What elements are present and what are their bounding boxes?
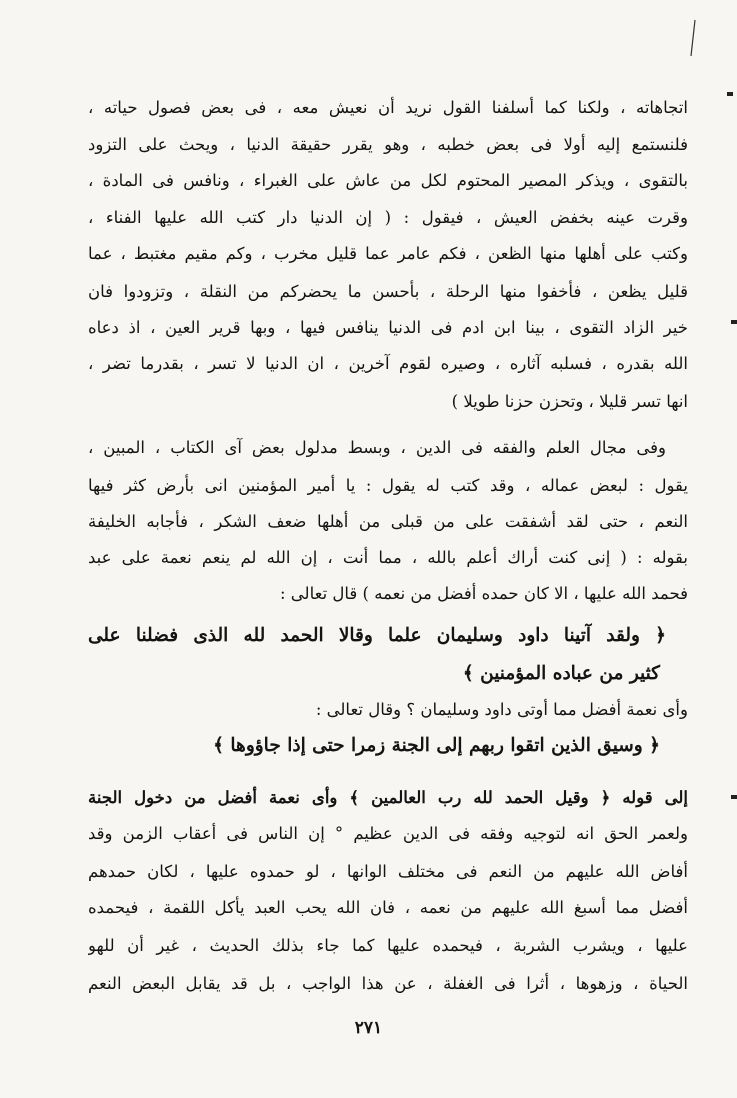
- text-line: فلنستمع إليه أولا فى بعض خطبه ، وهو يقرر حقيقة الدنيا ، ويحث على التزود: [88, 135, 688, 154]
- text-line: وقرت عينه بخفض العيش ، فيقول : ( إن الدنيا دار كتب الله عليها الفناء ،: [88, 208, 688, 227]
- text-line: الحياة ، وزهوها ، أثرا فى الغفلة ، عن هذا الواجب ، بل قد يقابل البعض النعم: [88, 974, 688, 993]
- text-line: عليها ، ويشرب الشربة ، فيحمده عليها كما جاء بذلك الحديث ، غير أن للهو: [88, 936, 688, 955]
- text-line: وكتب على أهلها منها الظعن ، فكم عامر عما قليل مخرب ، وكم مقيم مغتبط ، عما: [88, 244, 688, 263]
- margin-tick: [727, 92, 733, 96]
- text-line: اتجاهاته ، ولكنا كما أسلفنا القول نريد أن نعيش معه ، فى بعض فصول حياته ،: [88, 98, 688, 117]
- text-line: وفى مجال العلم والفقه فى الدين ، وبسط مدلول بعض آى الكتاب ، المبين ،: [88, 438, 666, 457]
- text-line: وأى نعمة أفضل مما أوتى داود وسليمان ؟ وقال تعالى :: [315, 700, 688, 719]
- quran-verse: ﴿ ولقد آتينا داود وسليمان علما وقالا الحمد لله الذى فضلنا على: [88, 625, 666, 646]
- text-line: خير الزاد التقوى ، بينا ابن ادم فى الدنيا ينافس فيها ، وبها قرير العين ، اذ دعاه: [88, 318, 688, 337]
- text-line: أفاض الله عليهم من النعم فى مختلف الوانها ، لو حمدوه عليها ، لكان حمدهم: [88, 862, 688, 881]
- margin-tick: [731, 795, 737, 799]
- quran-verse: كثير من عباده المؤمنين ﴾: [462, 663, 660, 684]
- quran-verse: ﴿ وسيق الذين اتقوا ربهم إلى الجنة زمرا حتى إذا جاؤوها ﴾: [213, 735, 660, 756]
- text-line: بالتقوى ، ويذكر المصير المحتوم لكل من عاش على الغبراء ، ونافس فى المادة ،: [88, 171, 688, 190]
- text-line: أفضل مما أسبغ الله عليهم من نعمه ، فان الله يحب العبد يأكل اللقمة ، فيحمده: [88, 898, 688, 917]
- text-line: فحمد الله عليها ، الا كان حمده أفضل من نعمه ) قال تعالى :: [280, 584, 688, 603]
- text-line: ولعمر الحق انه لتوجيه وفقه فى الدين عظيم ° إن الناس فى أعقاب الزمن وقد: [88, 824, 688, 843]
- text-line: النعم ، حتى لقد أشفقت على من قبلى من أهلها ضعف الشكر ، فأجابه الخليفة: [88, 512, 688, 531]
- text-line: بقوله : ( إنى كنت أراك أعلم بالله ، مما أنت ، إن الله لم ينعم نعمة على عبد: [88, 548, 688, 567]
- text-line: قليل يظعن ، فأخفوا منها الرحلة ، بأحسن ما يحضركم من النقلة ، وتزودوا فان: [88, 282, 688, 301]
- text-line: الله بقدره ، فسلبه آثاره ، وصيره لقوم آخرين ، ان الدنيا لا تسر ، بقدرما تضر ،: [88, 354, 688, 373]
- margin-tick: [731, 320, 737, 324]
- text-line: انها تسر قليلا ، وتحزن حزنا طويلا ): [451, 392, 688, 411]
- margin-stroke: [688, 18, 698, 58]
- text-line: إلى قوله ﴿ وقيل الحمد لله رب العالمين ﴾ وأى نعمة أفضل من دخول الجنة: [88, 788, 688, 807]
- page-number: ٢٧١: [354, 1018, 383, 1038]
- text-line: يقول : لبعض عماله ، وقد كتب له يقول : يا أمير المؤمنين انى بأرض كثر فيها: [88, 476, 688, 495]
